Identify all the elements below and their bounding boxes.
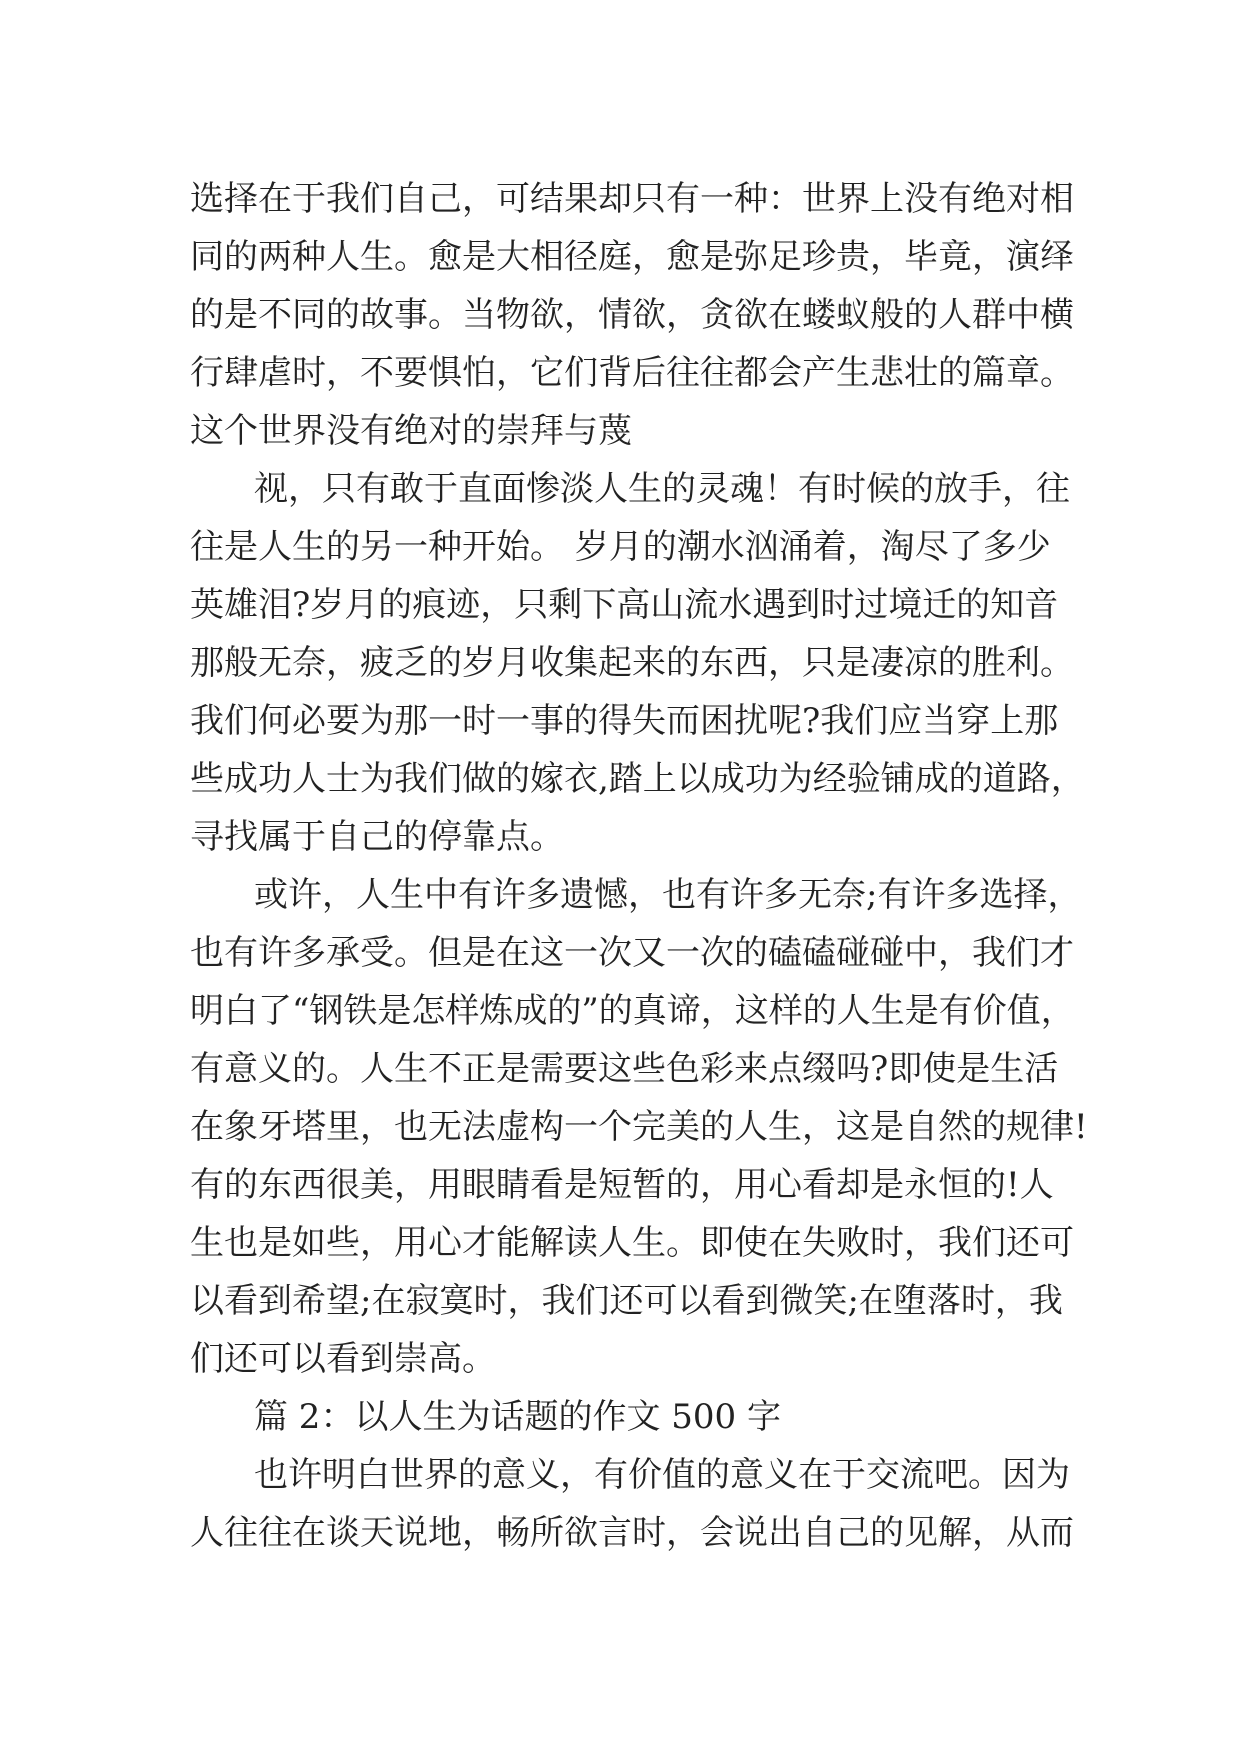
text-line: 这个世界没有绝对的崇拜与蔑	[190, 411, 632, 451]
text-line: 们还可以看到崇高。	[190, 1339, 496, 1379]
text-line: 往是人生的另一种开始。 岁月的潮水汹涌着，淘尽了多少	[190, 527, 1051, 567]
text-line: 寻找属于自己的停靠点。	[190, 817, 564, 857]
text-line: 以看到希望;在寂寞时，我们还可以看到微笑;在堕落时，我	[190, 1281, 1063, 1321]
text-line: 生也是如些，用心才能解读人生。即使在失败时，我们还可	[190, 1223, 1074, 1263]
text-line: 也有许多承受。但是在这一次又一次的磕磕碰碰中，我们才	[190, 933, 1074, 973]
document-body	[190, 170, 1088, 1562]
text-line: 的是不同的故事。当物欲，情欲，贪欲在蝼蚁般的人群中横	[190, 295, 1074, 335]
text-line: 英雄泪?岁月的痕迹，只剩下高山流水遇到时过境迁的知音	[190, 585, 1059, 625]
text-line: 明白了“钢铁是怎样炼成的”的真谛，这样的人生是有价值，	[190, 991, 1075, 1031]
text-line: 行肆虐时，不要惧怕，它们背后往往都会产生悲壮的篇章。	[190, 353, 1074, 393]
text-line: 选择在于我们自己，可结果却只有一种：世界上没有绝对相	[190, 179, 1074, 219]
section-heading: 篇 2：以人生为话题的作文 500 字	[254, 1397, 781, 1437]
text-line: 有的东西很美，用眼睛看是短暂的，用心看却是永恒的!人	[190, 1165, 1054, 1205]
text-line: 有意义的。人生不正是需要这些色彩来点缀吗?即使是生活	[190, 1049, 1059, 1089]
text-line: 或许，人生中有许多遗憾，也有许多无奈;有许多选择，	[254, 875, 1082, 915]
text-line: 人往往在谈天说地，畅所欲言时，会说出自己的见解，从而	[190, 1513, 1074, 1553]
text-line: 视，只有敢于直面惨淡人生的灵魂！有时候的放手，往	[254, 469, 1070, 509]
text-line: 同的两种人生。愈是大相径庭，愈是弥足珍贵，毕竟，演绎	[190, 237, 1074, 277]
text-line: 在象牙塔里，也无法虚构一个完美的人生，这是自然的规律!	[190, 1107, 1088, 1147]
text-line: 些成功人士为我们做的嫁衣,踏上以成功为经验铺成的道路，	[190, 759, 1085, 799]
text-line: 也许明白世界的意义，有价值的意义在于交流吧。因为	[254, 1455, 1070, 1495]
text-line: 我们何必要为那一时一事的得失而困扰呢?我们应当穿上那	[190, 701, 1059, 741]
text-line: 那般无奈，疲乏的岁月收集起来的东西，只是凄凉的胜利。	[190, 643, 1074, 683]
